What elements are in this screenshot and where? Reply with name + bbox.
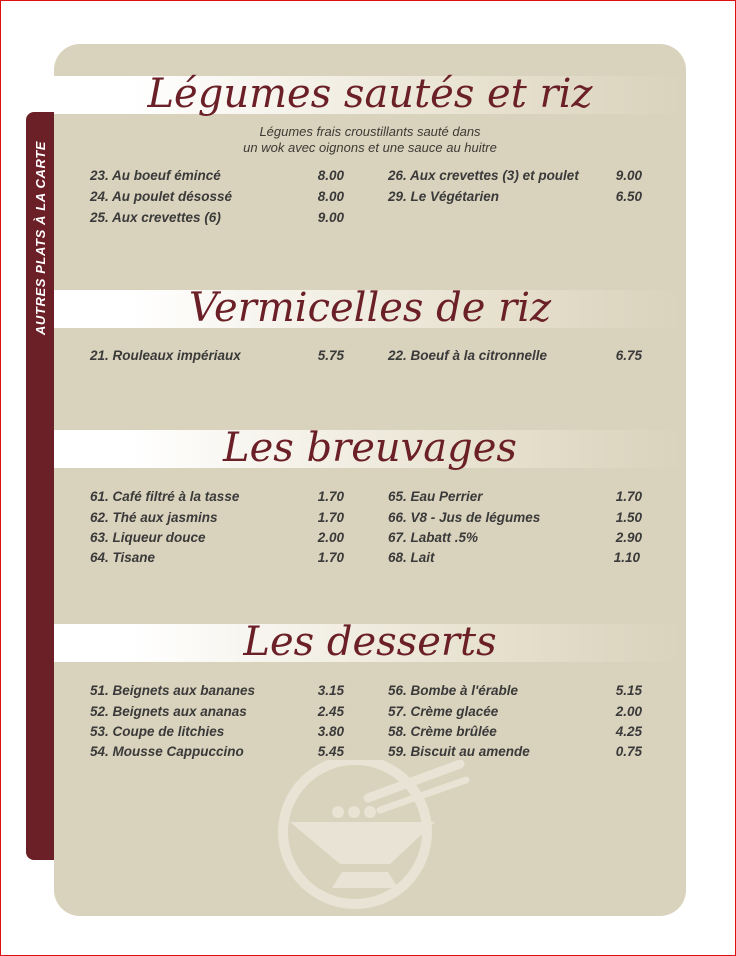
menu-item: 68. Lait: [388, 550, 435, 565]
menu-item: 63. Liqueur douce: [90, 530, 206, 545]
menu-item: 52. Beignets aux ananas: [90, 704, 247, 719]
menu-item: 22. Boeuf à la citronnelle: [388, 348, 548, 363]
menu-item: 62. Thé aux jasmins: [90, 510, 218, 525]
menu-item: 24. Au poulet désossé: [90, 189, 233, 204]
menu-item-price: 9.00: [317, 210, 344, 225]
side-tab-label: AUTRES PLATS À LA CARTE: [33, 140, 48, 336]
menu-item-price: 2.00: [615, 704, 642, 719]
menu-item: 66. V8 - Jus de légumes: [388, 510, 541, 525]
menu-item: 64. Tisane: [90, 550, 156, 565]
menu-item: 25. Aux crevettes (6): [90, 210, 221, 225]
menu-item-price: 0.75: [615, 744, 642, 759]
menu-item: 53. Coupe de litchies: [90, 724, 225, 739]
menu-item-price: 1.70: [317, 510, 344, 525]
menu-item: 23. Au boeuf émincé: [90, 168, 221, 183]
menu-item-price: 5.45: [317, 744, 344, 759]
menu-item-price: 1.50: [615, 510, 642, 525]
menu-item-price: 3.15: [317, 683, 344, 698]
menu-item-price: 8.00: [317, 168, 344, 183]
menu-item: 56. Bombe à l'érable: [388, 683, 519, 698]
menu-item-price: 5.15: [615, 683, 642, 698]
section-title: Légumes sautés et riz: [147, 71, 593, 117]
menu-item-price: 8.00: [317, 189, 344, 204]
menu-item-price: 4.25: [615, 724, 642, 739]
menu-item-price: 9.00: [615, 168, 642, 183]
menu-item-price: 6.50: [615, 189, 642, 204]
menu-item: 29. Le Végétarien: [388, 189, 500, 204]
menu-item: 67. Labatt .5%: [388, 530, 479, 545]
menu-item: 65. Eau Perrier: [388, 489, 483, 504]
menu-item: 54. Mousse Cappuccino: [90, 744, 244, 759]
menu-item: 58. Crème brûlée: [388, 724, 497, 739]
section-title: Vermicelles de riz: [188, 285, 552, 331]
menu-item: 61. Café filtré à la tasse: [90, 489, 240, 504]
menu-item-price: 2.90: [615, 530, 642, 545]
menu-item-price: 2.45: [317, 704, 344, 719]
section-subtitle: un wok avec oignons et une sauce au huitre: [243, 140, 497, 155]
menu-item-price: 3.80: [317, 724, 344, 739]
menu-item-price: 6.75: [615, 348, 642, 363]
menu-item-price: 1.70: [317, 489, 344, 504]
menu-item-price: 1.10: [613, 550, 640, 565]
section-subtitle: Légumes frais croustillants sauté dans: [259, 124, 481, 139]
menu-item-price: 5.75: [317, 348, 344, 363]
menu-item: 57. Crème glacée: [388, 704, 499, 719]
menu-item: 59. Biscuit au amende: [388, 744, 530, 759]
menu-item: 26. Aux crevettes (3) et poulet: [388, 168, 579, 183]
menu-item-price: 2.00: [317, 530, 344, 545]
bowl-chopsticks-icon: [270, 760, 470, 910]
section-title: Les breuvages: [223, 425, 517, 471]
menu-item-price: 1.70: [615, 489, 642, 504]
menu-item: 21. Rouleaux impériaux: [90, 348, 241, 363]
section-title: Les desserts: [243, 619, 497, 665]
menu-item-price: 1.70: [317, 550, 344, 565]
menu-item: 51. Beignets aux bananes: [90, 683, 256, 698]
